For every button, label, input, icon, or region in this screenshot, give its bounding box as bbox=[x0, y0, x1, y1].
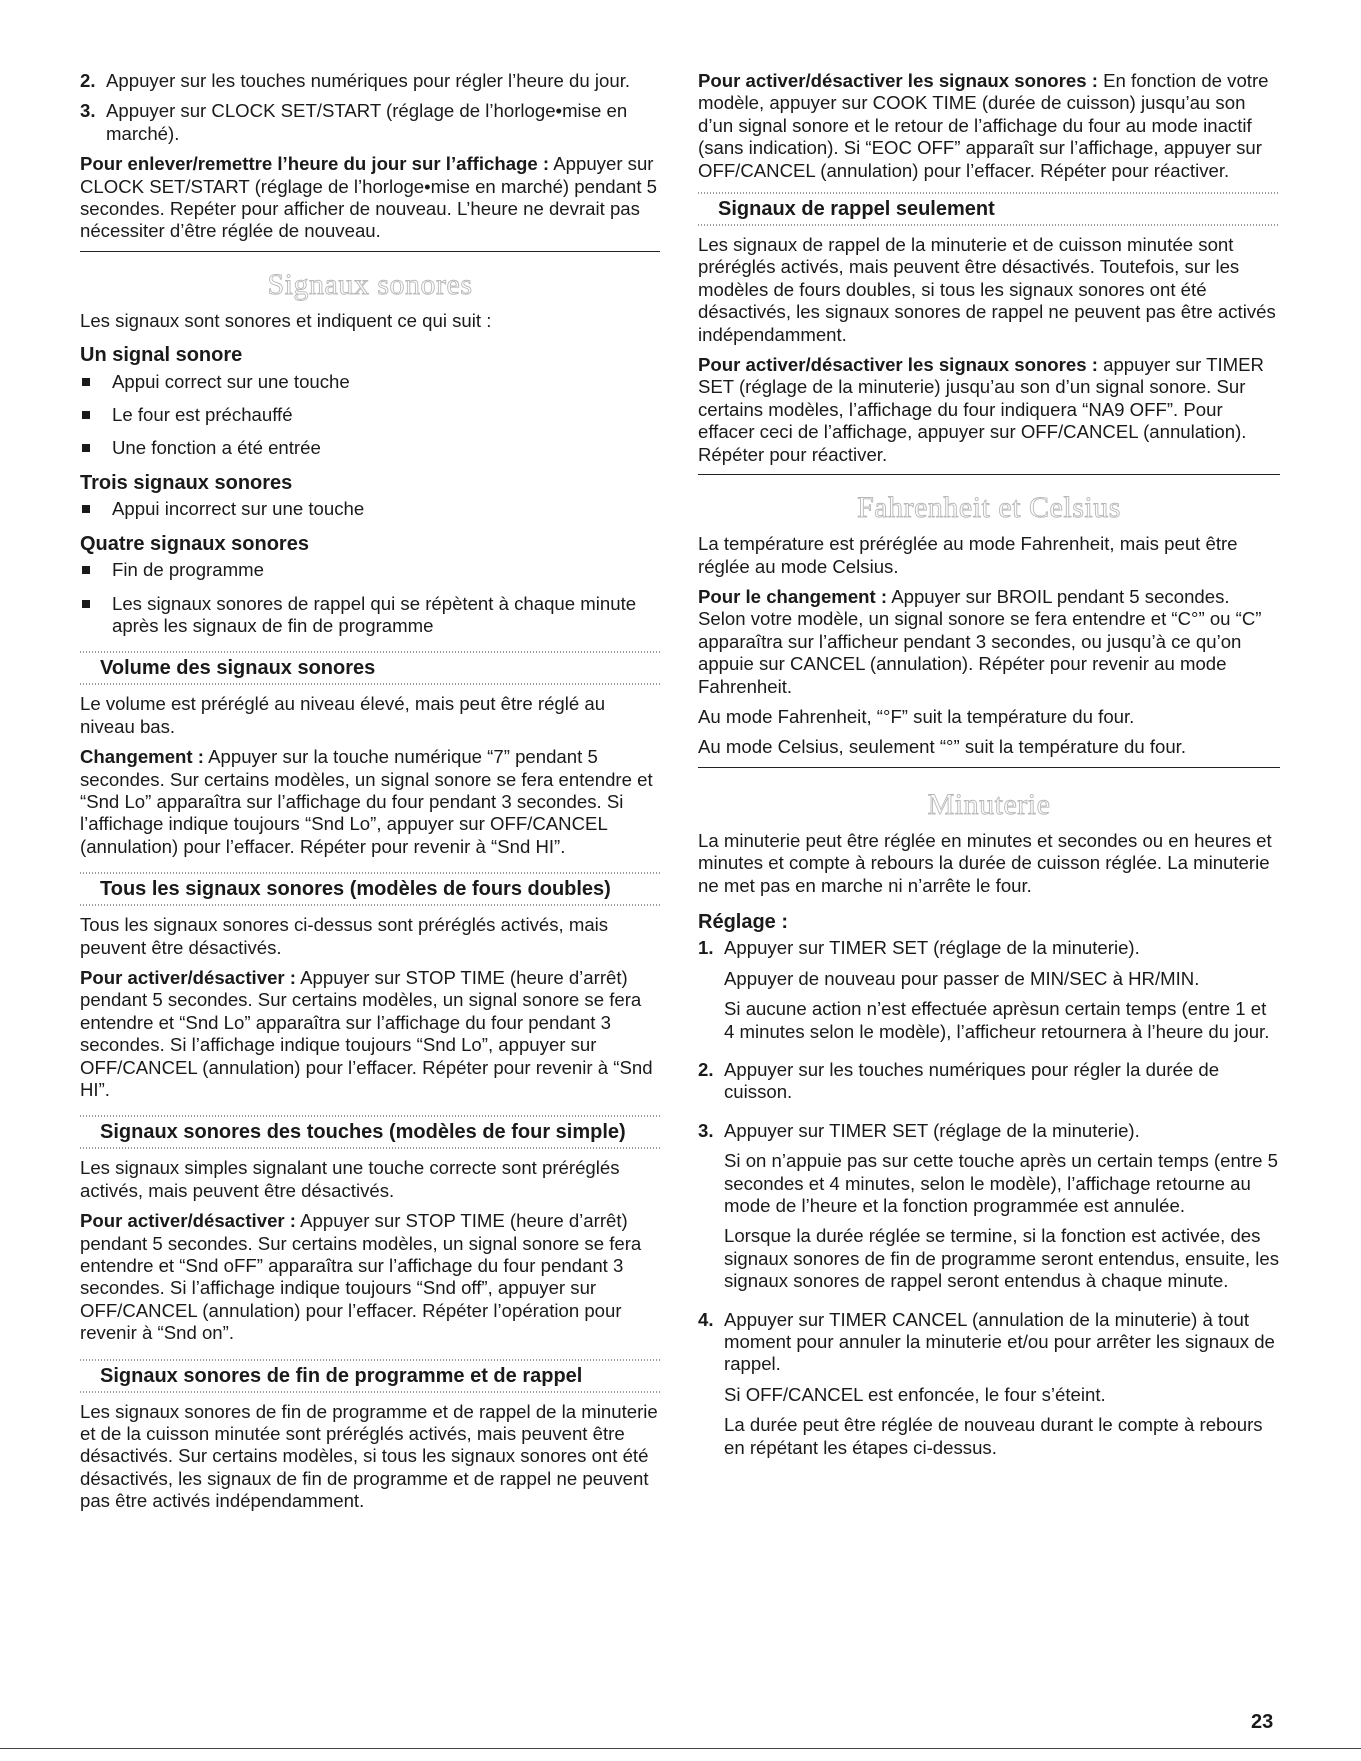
page-number: 23 bbox=[1251, 1711, 1274, 1733]
paragraph-lead: Changement : bbox=[80, 746, 204, 768]
list-item: Fin de programme bbox=[80, 559, 660, 581]
paragraph-lead: Pour enlever/remettre l’heure du jour sur l’affichage : bbox=[80, 153, 550, 175]
three-signals-list bbox=[80, 498, 660, 520]
list-item: Appui incorrect sur une touche bbox=[80, 498, 660, 520]
double-ovens-section bbox=[80, 872, 660, 1101]
paragraph-text: En fonction de votre modèle, appuyer sur COOK TIME (durée de cuisson) jusqu’au son d’un signal sonore et le retour de l’affichage du four au mode inactif (sans indication). Si “EOC OFF” apparaît sur l’affichage, appuyer sur OFF/CANCEL (annulation) pour l’effacer. Répéter pour réactiver. bbox=[698, 70, 1269, 181]
timer-step-3 bbox=[698, 1120, 1280, 1301]
step-paragraph: Si on n’appuie pas sur cette touche après un certain temps (entre 5 secondes et 4 minutes, selon le modèle), l’affichage retourne au mode de l’heure et la fonction programmée est annulée. bbox=[724, 1150, 1279, 1217]
paragraph-text: Appuyer sur la touche numérique “7” pendant 5 secondes. Sur certains modèles, un signal sonore se fera entendre et “Snd Lo” apparaîtra sur l’affichage du four pendant 3 secondes. Si l’affichage indique toujours “Snd Lo”, appuyer sur OFF/CANCEL (annulation) pour l’effacer. Répéter pour revenir à “Snd HI”. bbox=[80, 746, 653, 857]
section-divider bbox=[698, 474, 1280, 475]
clock-step-3 bbox=[80, 100, 660, 145]
signals-intro: Les signaux sont sonores et indiquent ce qui suit : bbox=[80, 309, 492, 331]
volume-change-paragraph bbox=[80, 746, 660, 858]
list-item: Appui correct sur une touche bbox=[80, 371, 660, 393]
paragraph-lead: Pour activer/désactiver les signaux sonores : bbox=[698, 354, 1098, 376]
time-display-paragraph bbox=[80, 153, 660, 243]
volume-section bbox=[80, 651, 660, 858]
reminder-toggle-paragraph bbox=[698, 354, 1280, 466]
footer-divider bbox=[0, 1748, 1361, 1749]
list-item: Les signaux sonores de rappel qui se répètent à chaque minute après les signaux de fin de programme bbox=[80, 593, 660, 638]
fahrenheit-mode-paragraph: Au mode Fahrenheit, “°F” suit la température du four. bbox=[698, 705, 1135, 727]
reminder-heading: Signaux de rappel seulement bbox=[698, 192, 1280, 226]
key-signals-section bbox=[80, 1115, 660, 1344]
end-signals-section bbox=[80, 1359, 660, 1513]
timer-paragraph: La minuterie peut être réglée en minutes et secondes ou en heures et minutes et compte à rebours la durée de cuisson réglée. La minuterie ne met pas en marche ni n’arrête le four. bbox=[698, 829, 1272, 896]
step-paragraph: Appuyer sur TIMER SET (réglage de la minuterie). bbox=[724, 1119, 1140, 1141]
list-item: Une fonction a été entrée bbox=[80, 437, 660, 459]
double-ovens-heading: Tous les signaux sonores (modèles de fours doubles) bbox=[80, 872, 660, 906]
paragraph-lead: Pour le changement : bbox=[698, 585, 888, 607]
section-divider bbox=[698, 767, 1280, 768]
key-signals-heading: Signaux sonores des touches (modèles de four simple) bbox=[80, 1115, 660, 1149]
step-body bbox=[724, 1309, 1280, 1467]
end-signals-heading: Signaux sonores de fin de programme et de rappel bbox=[80, 1359, 660, 1393]
list-item: Le four est préchauffé bbox=[80, 404, 660, 426]
step-paragraph: Lorsque la durée réglée se termine, si la fonction est activée, des signaux sonores de fin de programme seront entendus, ensuite, les signaux sonores de rappel seront entendus à chaque minute. bbox=[724, 1225, 1280, 1292]
fahrenheit-paragraph: La température est préréglée au mode Fahrenheit, mais peut être réglée au mode Celsius. bbox=[698, 533, 1238, 577]
left-column bbox=[80, 70, 660, 1521]
timer-step-1 bbox=[698, 937, 1280, 1051]
step-number: 3. bbox=[80, 100, 96, 122]
step-paragraph: Si OFF/CANCEL est enfoncée, le four s’éteint. bbox=[724, 1383, 1106, 1405]
section-title-signals: Signaux sonores bbox=[267, 267, 473, 301]
section-title-fahrenheit-celsius: Fahrenheit et Celsius bbox=[857, 491, 1121, 525]
four-signals-list bbox=[80, 559, 660, 637]
paragraph-text: Appuyer sur STOP TIME (heure d’arrêt) pendant 5 secondes. Sur certains modèles, un signal sonore se fera entendre et “Snd oFF” apparaîtra sur l’affichage du four pendant 3 secondes. Si l’affichage indique toujours “Snd off”, appuyer sur OFF/CANCEL (annulation) pour l’effacer. Répéter l’opération pour revenir à “Snd on”. bbox=[80, 1210, 642, 1344]
step-paragraph: Si aucune action n’est effectuée aprèsun certain temps (entre 1 et 4 minutes selon le modèle), l’afficheur retournera à l’heure du jour. bbox=[724, 998, 1270, 1042]
step-paragraph: Appuyer sur TIMER CANCEL (annulation de la minuterie) à tout moment pour annuler la minuterie et/ou pour arrêter les signaux de rappel. bbox=[724, 1308, 1275, 1375]
paragraph-text: Appuyer sur BROIL pendant 5 secondes. Selon votre modèle, un signal sonore se fera entendre et “C°” ou “C” apparaîtra sur l’afficheur pendant 3 secondes, ou jusqu’à ce qu’on appuie sur CANCEL (annulation). Répéter pour revenir au mode Fahrenheit. bbox=[698, 585, 1262, 697]
clock-step-2 bbox=[80, 70, 660, 92]
step-text: Appuyer sur les touches numériques pour régler l’heure du jour. bbox=[106, 70, 631, 91]
right-column bbox=[698, 70, 1280, 1475]
paragraph-lead: Pour activer/désactiver : bbox=[80, 966, 296, 988]
three-signals-heading: Trois signaux sonores bbox=[80, 471, 293, 494]
step-number: 3. bbox=[698, 1119, 714, 1141]
step-number: 2. bbox=[80, 70, 96, 91]
four-signals-heading: Quatre signaux sonores bbox=[80, 532, 309, 555]
paragraph-text: appuyer sur TIMER SET (réglage de la minuterie) jusqu’au son d’un signal sonore. Sur certains modèles, l’affichage du four indiquera “NA9 OFF”. Pour effacer ceci de l’affichage, appuyer sur OFF/CANCEL (annulation). Répéter pour réactiver. bbox=[698, 354, 1264, 465]
step-number: 4. bbox=[698, 1308, 714, 1330]
key-signals-paragraph: Les signaux simples signalant une touche correcte sont préréglés activés, mais peuvent être désactivés. bbox=[80, 1157, 620, 1201]
step-paragraph: La durée peut être réglée de nouveau durant le compte à rebours en répétant les étapes ci-dessus. bbox=[724, 1414, 1263, 1458]
timer-step-2 bbox=[698, 1059, 1280, 1112]
double-ovens-paragraph: Tous les signaux sonores ci-dessus sont préréglés activés, mais peuvent être désactivés. bbox=[80, 914, 609, 958]
paragraph-text: Appuyer sur CLOCK SET/START (réglage de l’horloge•mise en marché) pendant 5 secondes. Repéter pour afficher de nouveau. L’heure ne devrait pas nécessiter d’être réglée de nouveau. bbox=[80, 153, 657, 242]
step-body bbox=[724, 1059, 1280, 1112]
setup-heading: Réglage : bbox=[698, 910, 789, 933]
step-number: 1. bbox=[698, 937, 714, 959]
section-divider bbox=[80, 251, 660, 252]
timer-step-4 bbox=[698, 1309, 1280, 1467]
paragraph-lead: Pour activer/désactiver les signaux sonores : bbox=[698, 70, 1098, 91]
fahrenheit-change-paragraph bbox=[698, 586, 1280, 698]
paragraph-lead: Pour activer/désactiver : bbox=[80, 1210, 296, 1232]
step-number: 2. bbox=[698, 1059, 714, 1080]
step-paragraph: Appuyer sur TIMER SET (réglage de la minuterie). bbox=[724, 937, 1140, 959]
double-ovens-toggle-paragraph bbox=[80, 967, 660, 1101]
reminder-paragraph: Les signaux de rappel de la minuterie et de cuisson minutée sont préréglés activés, mais peuvent être désactivés. Toutefois, sur les modèles de fours doubles, si tous les signaux sonores ont été désactivés, les signaux sonores de rappel ne peuvent pas être activés indépendamment. bbox=[698, 234, 1276, 345]
cook-time-paragraph bbox=[698, 70, 1280, 182]
step-body bbox=[724, 1120, 1280, 1301]
one-signal-list bbox=[80, 371, 660, 460]
step-paragraph: Appuyer de nouveau pour passer de MIN/SEC à HR/MIN. bbox=[724, 967, 1200, 989]
step-paragraph: Appuyer sur les touches numériques pour régler la durée de cuisson. bbox=[724, 1059, 1220, 1103]
paragraph-text: Appuyer sur STOP TIME (heure d’arrêt) pendant 5 secondes. Sur certains modèles, un signal sonore se fera entendre et “Snd Lo” apparaîtra sur l’affichage du four pendant 3 secondes. Si l’affichage indique toujours “Snd Lo”, appuyer sur OFF/CANCEL (annulation) pour l’effacer. Répéter pour revenir à “Snd HI”. bbox=[80, 966, 653, 1100]
reminder-section bbox=[698, 192, 1280, 466]
one-signal-heading: Un signal sonore bbox=[80, 344, 243, 367]
celsius-mode-paragraph: Au mode Celsius, seulement “°” suit la température du four. bbox=[698, 736, 1187, 758]
end-signals-paragraph: Les signaux sonores de fin de programme et de rappel de la minuterie et de la cuisson minutée sont préréglés activés, mais peuvent être désactivés. Sur certains modèles, si tous les signaux sonores ont été désactivés, les signaux de fin de programme et de rappel ne peuvent pas être activés indépendamment. bbox=[80, 1400, 658, 1512]
volume-heading: Volume des signaux sonores bbox=[80, 651, 660, 685]
volume-paragraph: Le volume est préréglé au niveau élevé, mais peut être réglé au niveau bas. bbox=[80, 693, 606, 737]
step-body bbox=[724, 937, 1280, 1051]
key-signals-toggle-paragraph bbox=[80, 1210, 660, 1344]
step-text: Appuyer sur CLOCK SET/START (réglage de l’horloge•mise en marché). bbox=[106, 100, 628, 144]
section-title-timer: Minuterie bbox=[927, 787, 1051, 821]
